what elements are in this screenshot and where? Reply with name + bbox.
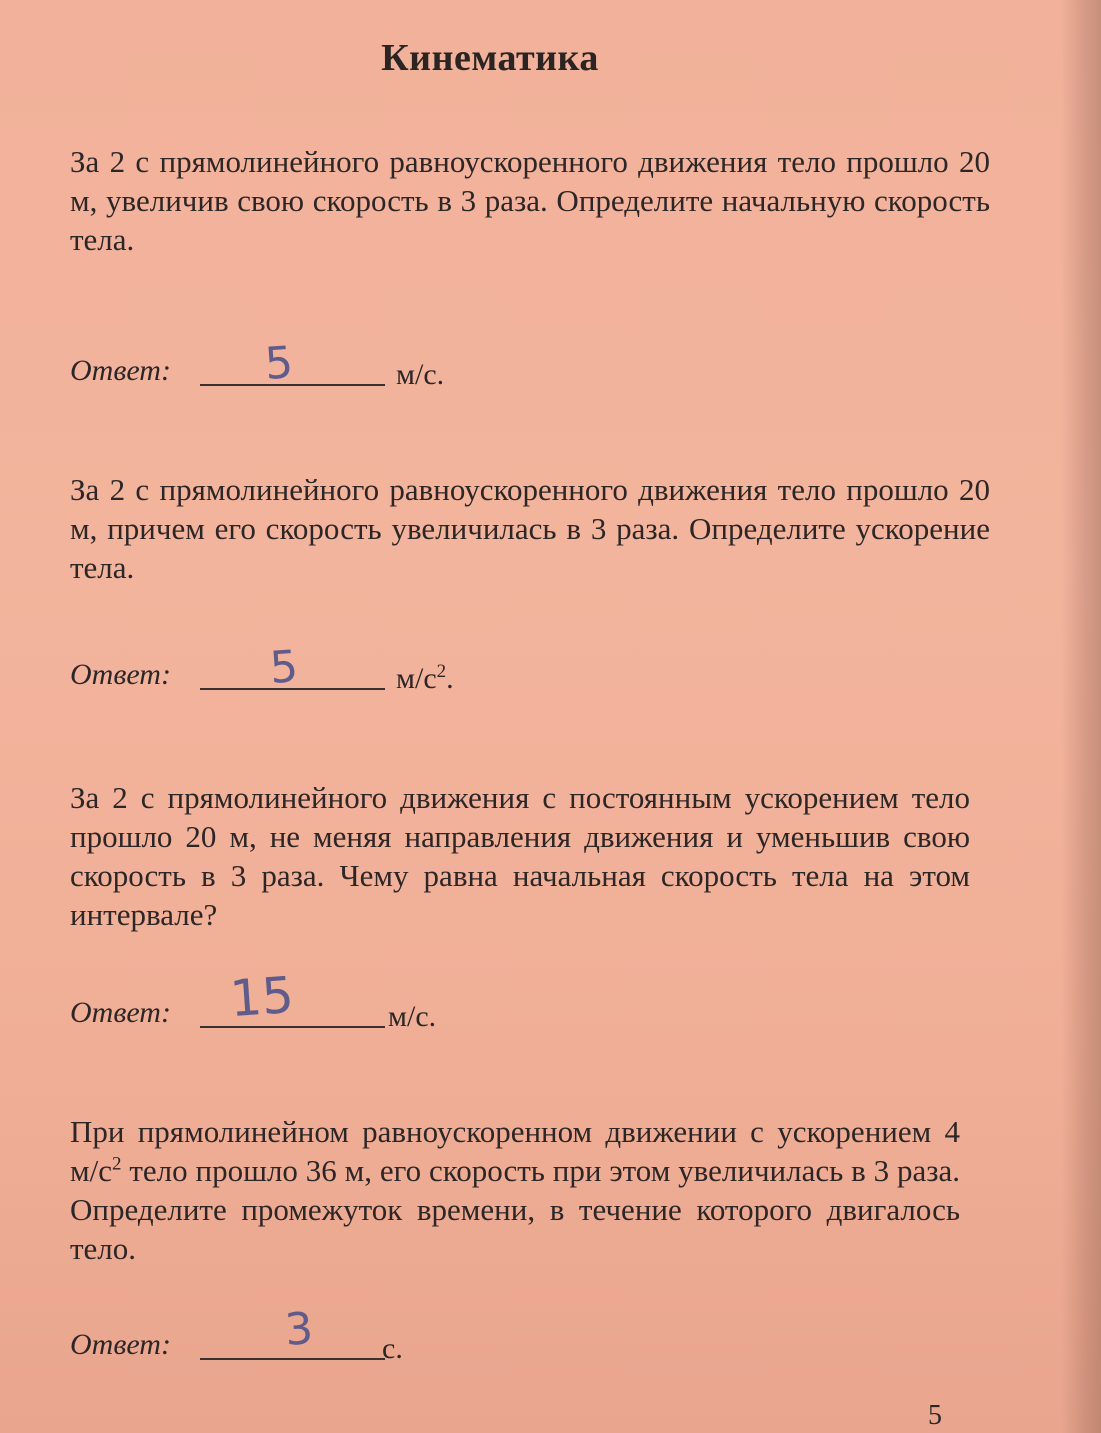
problem-4-text: При прямолинейном равноускоренном движении с ускорением 4 $м/с^2$ тело прошло 36 м, его скорость при этом увеличилась в 3 раза. Определите промежуток времени, в течение которого двигалось тело.	[70, 1114, 960, 1266]
problem-1-answer	[70, 337, 570, 394]
page-edge-shadow	[1061, 0, 1101, 1433]
answer-unit: $м/с^2$.	[396, 661, 454, 695]
problem-4-answer	[70, 1303, 570, 1368]
answer-unit: м/с.	[396, 358, 445, 391]
answer-line	[200, 1358, 385, 1360]
answer-label: Ответ:	[70, 1328, 171, 1361]
handwritten-answer: 3	[283, 1303, 315, 1356]
answer-label: Ответ:	[70, 996, 171, 1029]
page-number: 5	[928, 1400, 942, 1431]
handwritten-answer: 5	[263, 337, 295, 390]
problem-1-text: За 2 с прямолинейного равноускоренного движения тело прошло 20 м, увеличив свою скорость в 3 раза. Определите начальную скорость тела.	[70, 144, 990, 257]
problem-2-text: За 2 с прямолинейного равноускоренного движения тело прошло 20 м, причем его скорость увеличилась в 3 раза. Определите ускорение тела.	[70, 472, 990, 585]
answer-label: Ответ:	[70, 354, 171, 387]
problem-3-text: За 2 с прямолинейного движения с постоянным ускорением тело прошло 20 м, не меняя направления движения и уменьшив свою скорость в 3 раза. Чему равна начальная скорость тела на этом интервале?	[70, 780, 970, 932]
answer-line	[200, 1026, 385, 1028]
handwritten-answer: 5	[268, 641, 300, 694]
problem-3-answer	[70, 965, 570, 1036]
handwritten-answer: 15	[228, 965, 296, 1029]
answer-unit: м/с.	[388, 1000, 437, 1033]
problem-2-answer	[70, 641, 570, 698]
answer-unit: с.	[382, 1332, 403, 1365]
answer-label: Ответ:	[70, 658, 171, 691]
page-title: Кинематика	[381, 37, 599, 79]
